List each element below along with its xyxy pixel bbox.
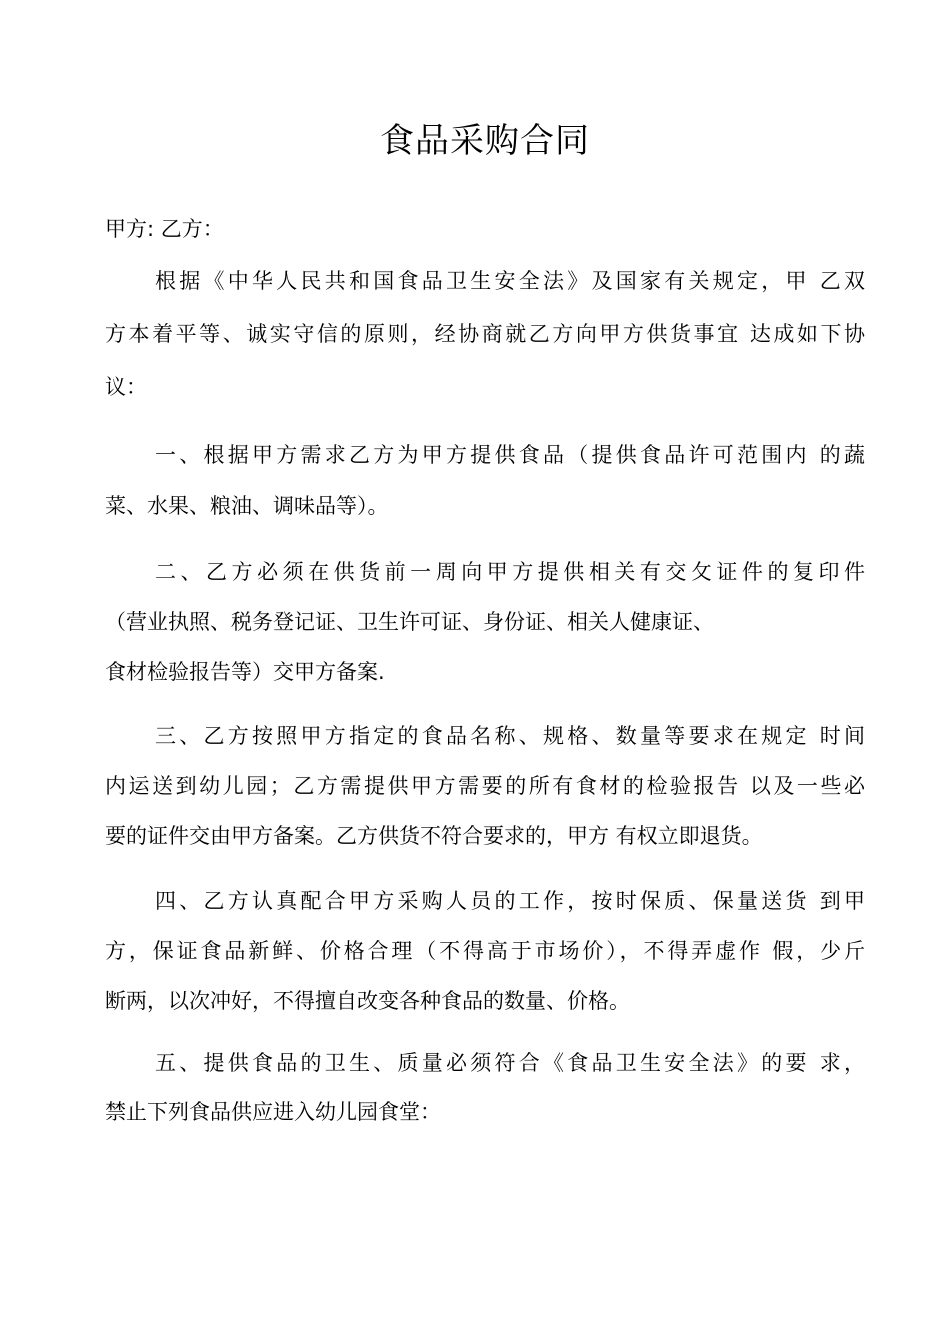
clause-1-line-1: 一、根据甲方需求乙方为甲方提供食品（提供食品许可范围内 的蔬 <box>155 443 865 467</box>
clause-5-line-1: 五、提供食品的卫生、质量必须符合《食品卫生安全法》的要 求， <box>155 1051 865 1075</box>
clause-2-line-1: 二、乙方必须在供货前一周向甲方提供相关有交攵证件的复印件 <box>155 560 865 584</box>
parties-line: 甲方: 乙方： <box>105 217 224 241</box>
clause-3-line-3: 要的证件交由甲方备案。乙方供货不符合要求的，甲方 有权立即退货。 <box>105 824 763 848</box>
clause-4-line-2: 方，保证食品新鲜、价格合理（不得高于市场价），不得弄虚作 假，少斤 <box>105 939 865 963</box>
clause-3-line-1: 三、乙方按照甲方指定的食品名称、规格、数量等要求在规定 时间 <box>155 724 865 748</box>
clause-5-line-2: 禁止下列食品供应进入幼儿园食堂： <box>105 1100 441 1124</box>
clause-4-line-3: 断两，以次冲好，不得擅自改变各种食品的数量、价格。 <box>105 989 630 1013</box>
intro-line-3: 议： <box>105 375 147 399</box>
clause-1-line-2: 菜、水果、粮油、调味品等）。 <box>105 494 389 518</box>
document-title: 食品采购合同 <box>380 121 590 161</box>
intro-line-2: 方本着平等、诚实守信的原则，经协商就乙方向甲方供货事宜 达成如下协 <box>105 322 865 346</box>
intro-line-1: 根据《中华人民共和国食品卫生安全法》及国家有关规定，甲 乙双 <box>155 269 865 293</box>
clause-4-line-1: 四、乙方认真配合甲方采购人员的工作，按时保质、保量送货 到甲 <box>155 889 865 913</box>
clause-3-line-2: 内运送到幼儿园；乙方需提供甲方需要的所有食材的检验报告 以及一些必 <box>105 774 865 798</box>
clause-2-line-3: 食材检验报告等）交甲方备案. <box>105 660 385 684</box>
clause-2-line-2: （营业执照、税务登记证、卫生许可证、身份证、相关人健康证、 <box>105 610 714 634</box>
